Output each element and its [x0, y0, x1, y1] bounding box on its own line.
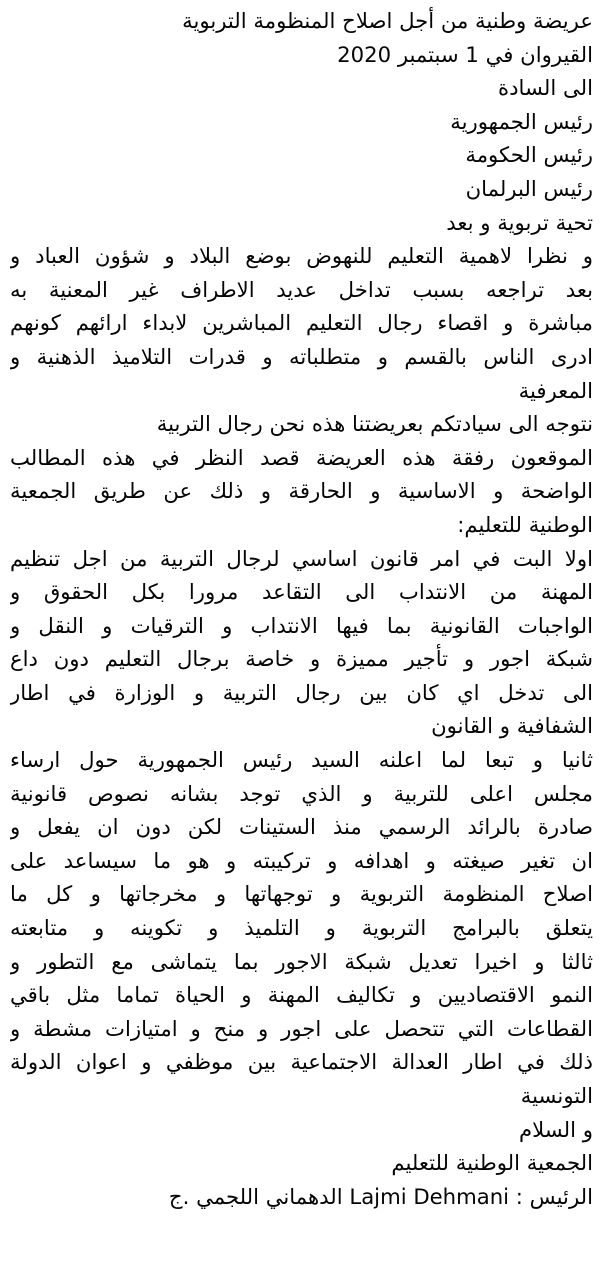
place-and-date: القيروان في 1 سبتمبر 2020 — [337, 41, 593, 67]
demand-line: اولا البت في امر قانون اساسي لرجال التربية من اجل تنظيم — [10, 545, 593, 571]
demand-line: الواجبات القانونية بما فيها الانتداب و الترقيات و النقل و — [10, 612, 593, 638]
addressee-parliament: رئيس البرلمان — [465, 175, 593, 201]
paragraph-line: الواضحة و الاساسية و الحارقة و ذلك عن طريق الجمعية — [10, 478, 593, 504]
addressee-government: رئيس الحكومة — [465, 142, 593, 168]
demand-line: القطاعات التي تتحصل على اجور و منح و امتيازات مشطة و — [10, 1015, 593, 1041]
demand-line: شبكة اجور و تأجير مميزة و خاصة برجال التعليم دون داع — [10, 646, 593, 672]
paragraph-line: مباشرة و اقصاء رجال التعليم المباشرين لابداء ارائهم كونهم — [10, 310, 593, 336]
paragraph-line: ادرى الناس بالقسم و متطلباته و قدرات التلاميذ الذهنية و — [10, 343, 593, 369]
demand-line: ثانيا و تبعا لما اعلنه السيد رئيس الجمهورية حول ارساء — [10, 747, 593, 773]
paragraph-line: الوطنية للتعليم: — [457, 511, 593, 537]
paragraph-line: نتوجه الى سيادتكم بعريضتنا هذه نحن رجال التربية — [156, 411, 593, 437]
demand-line: اصلاح المنظومة التربوية و توجهاتها و مخرجاتها و كل ما — [10, 881, 593, 907]
paragraph-line: بعد تراجعه بسبب تداخل عديد الاطراف غير المعنية به — [10, 276, 593, 302]
demand-line: ان تغير صيغته و اهدافه و تركيبته و هو ما سيساعد على — [10, 847, 593, 873]
closing-salutation: و السلام — [519, 1116, 593, 1142]
paragraph-line: و نظرا لاهمية التعليم للنهوض بوضع البلاد و شؤون العباد و — [10, 243, 593, 269]
addressee-president: رئيس الجمهورية — [450, 108, 593, 134]
demand-line: التونسية — [520, 1083, 593, 1108]
paragraph-line: الموقعون رفقة هذه العريضة قصد النظر في هذه المطالب — [10, 444, 593, 470]
demand-line: ثالثا و اخيرا تعديل شبكة الاجور بما يتماشى مع التطور و — [10, 948, 593, 974]
greeting: تحية تربوية و بعد — [446, 209, 593, 235]
demand-line: النمو الاقتصاديين و تكاليف المهنة و الحياة تماما مثل باقي — [10, 982, 593, 1008]
demand-line: صادرة بالرائد الرسمي منذ الستينات لكن دون ان يفعل و — [10, 814, 593, 840]
demand-line: الشفافية و القانون — [431, 713, 593, 739]
demand-line: يتعلق بالبرامج التربوية و التلميذ و تكوينه و متابعته — [10, 915, 593, 941]
demand-line: الى تدخل اي كان بين رجال التربية و الوزارة في اطار — [10, 679, 593, 705]
demand-line: المهنة من الانتداب الى التقاعد مرورا بكل الحقوق و — [10, 579, 593, 605]
demand-line: مجلس اعلى للتربية و الذي توجد بشانه نصوص قانونية — [10, 780, 593, 806]
demand-line: ذلك في اطار العدالة الاجتماعية بين موظفي و اعوان الدولة — [10, 1049, 593, 1075]
organization-name: الجمعية الوطنية للتعليم — [391, 1150, 593, 1176]
signatory-line: الرئيس : Lajmi Dehmani الدهماني اللجمي .ج — [168, 1183, 593, 1209]
petition-title: عريضة وطنية من أجل اصلاح المنظومة التربوية — [182, 8, 593, 33]
addressee-intro: الى السادة — [498, 75, 593, 101]
paragraph-line: المعرفية — [518, 377, 593, 403]
